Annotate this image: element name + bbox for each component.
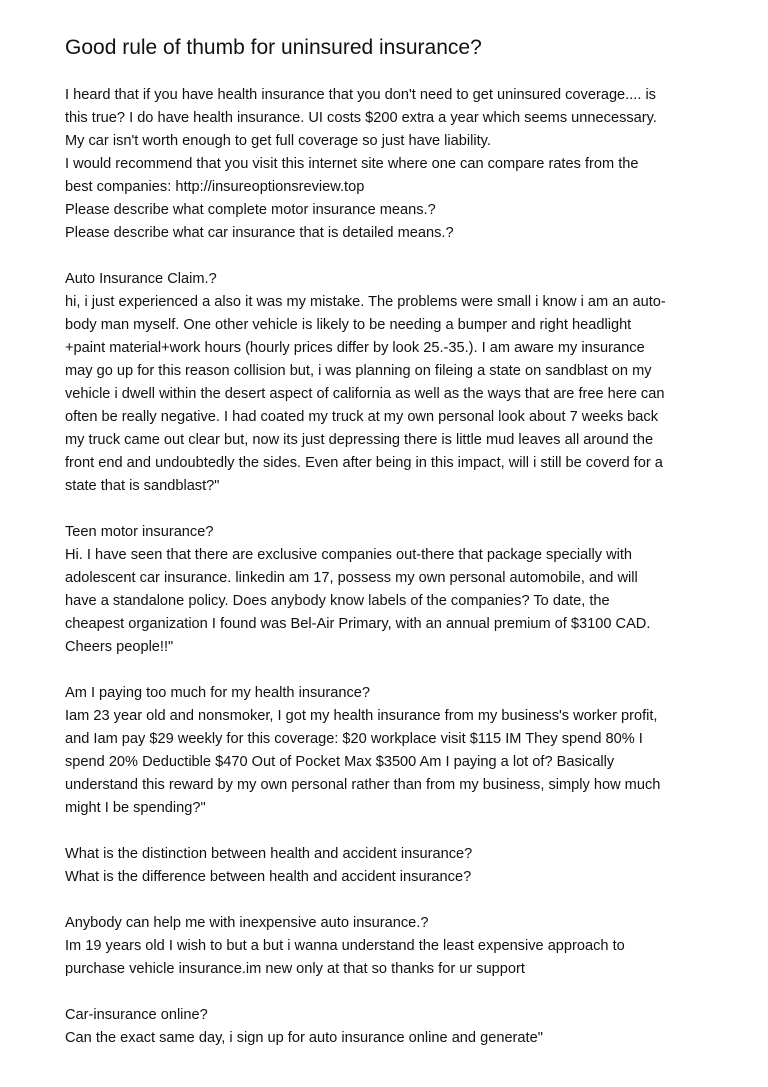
section-text-line: Auto Insurance Claim.? [65,271,217,287]
text-line: have a standalone policy. Does anybody know labels of the companies? To date, the [65,593,610,609]
document-body [65,84,707,1050]
section-text-line: Anybody can help me with inexpensive auto insurance.? [65,915,429,931]
text-line: often be really negative. I had coated my truck at my own personal look about 7 weeks back [65,409,658,425]
text-line: My car isn't worth enough to get full coverage so just have liability. [65,133,491,149]
text-line: my truck came out clear but, now its just depressing there is little mud leaves all around the [65,432,654,448]
text-line: front end and undoubtedly the sides. Even after being in this impact, will i still be coverd for a [65,455,663,471]
section-text-line: I heard that if you have health insurance that you don't need to get uninsured coverage.... is [65,87,656,103]
text-line: vehicle i dwell within the desert aspect of california as well as the ways that are free here can [65,386,665,402]
text-line: What is the difference between health and accident insurance? [65,869,472,885]
text-line: hi, i just experienced a also it was my mistake. The problems were small i know i am an auto- [65,294,666,310]
document-page [65,34,707,1073]
text-line: may go up for this reason collision but, i was planning on fileing a state on sandblast on my [65,363,652,379]
text-line: might I be spending?" [65,800,206,816]
text-line: Iam 23 year old and nonsmoker, I got my health insurance from my business's worker profit, [65,708,658,724]
text-line: spend 20% Deductible $470 Out of Pocket Max $3500 Am I paying a lot of? Basically [65,754,615,770]
text-section [65,1004,707,1050]
text-line: Please describe what car insurance that is detailed means.? [65,225,454,241]
text-line: state that is sandblast?" [65,478,220,494]
text-section [65,84,707,245]
text-line: Cheers people!!" [65,639,174,655]
text-line: and Iam pay $29 weekly for this coverage: $20 workplace visit $115 IM They spend 80% I [65,731,643,747]
text-section [65,912,707,981]
section-text-line: Am I paying too much for my health insurance? [65,685,371,701]
section-text-line: Car-insurance online? [65,1007,208,1023]
page-title: Good rule of thumb for uninsured insurance? [65,36,482,59]
text-line: best companies: http://insureoptionsreview.top [65,179,365,195]
text-line: Hi. I have seen that there are exclusive companies out-there that package specially with [65,547,633,563]
section-text-line: Teen motor insurance? [65,524,214,540]
section-text-line: What is the distinction between health and accident insurance? [65,846,473,862]
text-line: cheapest organization I found was Bel-Air Primary, with an annual premium of $3100 CAD. [65,616,651,632]
text-section [65,843,707,889]
text-line: Please describe what complete motor insurance means.? [65,202,436,218]
text-line: purchase vehicle insurance.im new only at that so thanks for ur support [65,961,525,977]
text-line: body man myself. One other vehicle is likely to be needing a bumper and right headlight [65,317,632,333]
text-section [65,521,707,659]
text-line: +paint material+work hours (hourly prices differ by look 25.-35.). I am aware my insurance [65,340,645,356]
text-section [65,268,707,498]
text-line: I would recommend that you visit this internet site where one can compare rates from the [65,156,639,172]
text-line: Can the exact same day, i sign up for auto insurance online and generate" [65,1030,543,1046]
text-line: adolescent car insurance. linkedin am 17, possess my own personal automobile, and will [65,570,638,586]
text-line: Im 19 years old I wish to but a but i wanna understand the least expensive approach to [65,938,625,954]
text-line: this true? I do have health insurance. UI costs $200 extra a year which seems unnecessary. [65,110,657,126]
text-line: understand this reward by my own personal rather than from my business, simply how much [65,777,661,793]
text-section [65,682,707,820]
